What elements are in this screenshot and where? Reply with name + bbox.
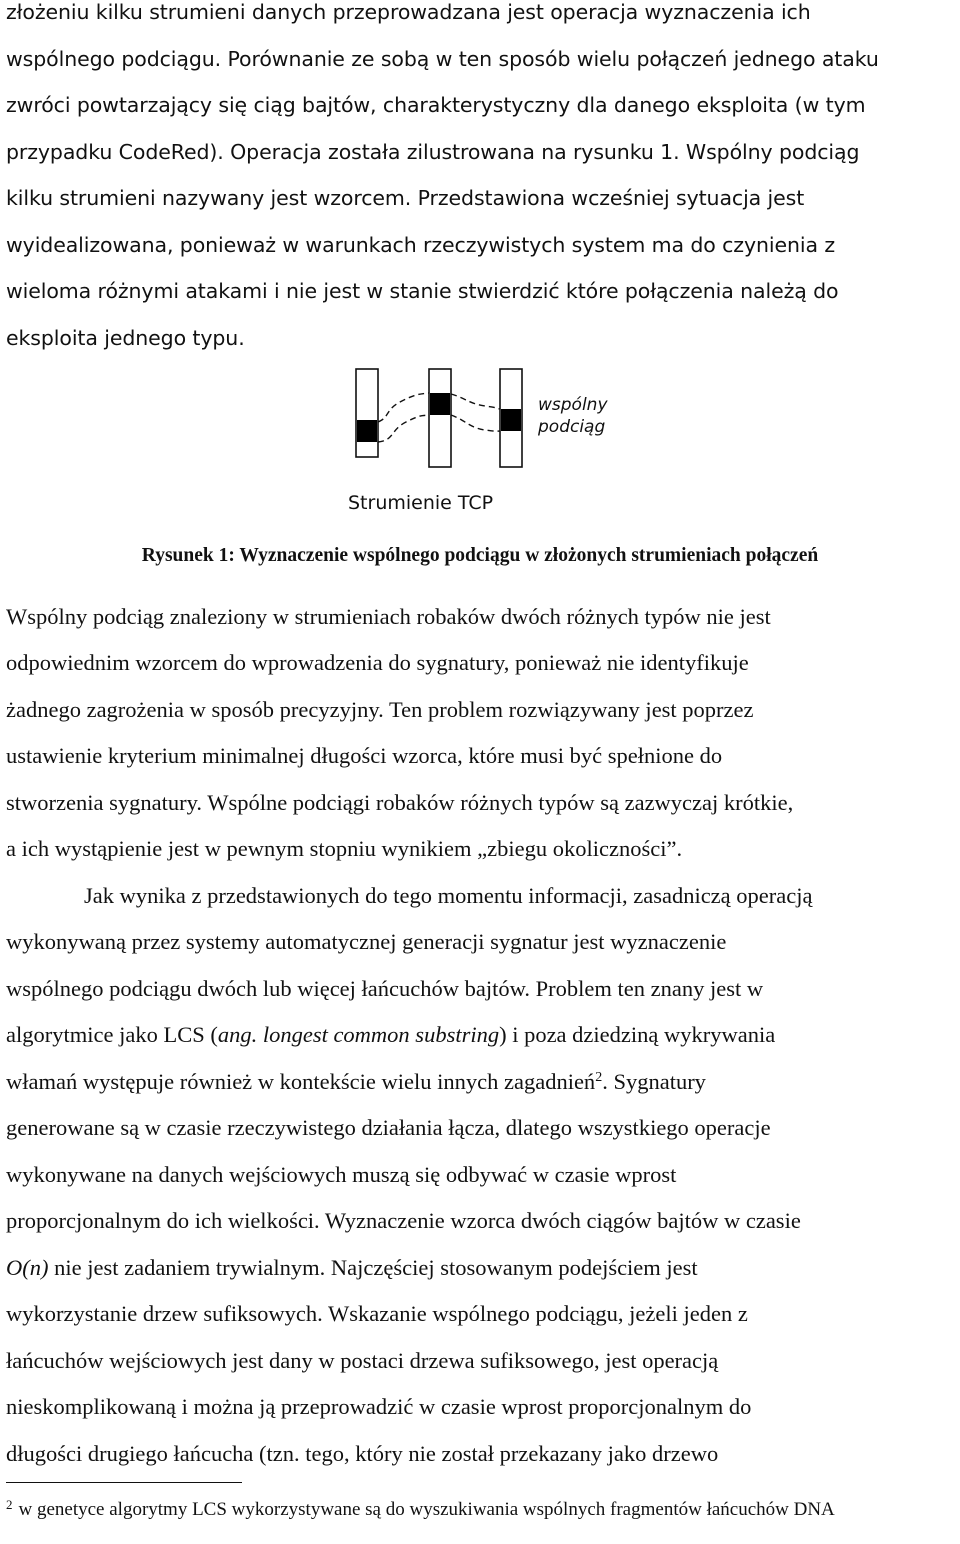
- footnote-ref[interactable]: 2: [595, 1070, 603, 1085]
- footnote-divider: [6, 1482, 242, 1483]
- text-line: wykonywaną przez systemy automatycznej generacji sygnatur jest wyznaczenie: [6, 929, 727, 954]
- text-line: proporcjonalnym do ich wielkości. Wyznaczenie wzorca dwóch ciągów bajtów w czasie: [6, 1208, 801, 1233]
- text-line: łańcuchów wejściowych jest dany w postaci drzewa sufiksowego, jest operacją: [6, 1348, 719, 1373]
- text-span: nie jest zadaniem trywialnym. Najczęściej stosowanym podejściem jest: [48, 1255, 698, 1280]
- text-line: wyidealizowana, ponieważ w warunkach rzeczywistych system ma do czynienia z: [6, 233, 836, 257]
- text-line: wykonywane na danych wejściowych muszą się odbywać w czasie wprost: [6, 1162, 677, 1187]
- italic-term: ang. longest common substring: [217, 1022, 500, 1047]
- text-line: [6, 1257, 698, 1280]
- text-span: . Sygnatury: [602, 1069, 706, 1094]
- figure-caption: Rysunek 1: Wyznaczenie wspólnego podciągu w złożonych strumieniach połączeń: [141, 545, 819, 566]
- figure-tcp-streams: [340, 362, 660, 522]
- footnote-text: w genetyce algorytmy LCS wykorzystywane są do wyszukiwania wspólnych fragmentów łańcuchów DNA: [18, 1499, 835, 1520]
- text-line: wieloma różnymi atakami i nie jest w stanie stwierdzić które połączenia należą do: [6, 279, 839, 303]
- text-line: wspólnego podciągu dwóch lub więcej łańcuchów bajtów. Problem ten znany jest w: [6, 976, 764, 1001]
- text-line: zwróci powtarzający się ciąg bajtów, charakterystyczny dla danego eksploita (w tym: [6, 93, 866, 117]
- text-line: generowane są w czasie rzeczywistego działania łącza, dlatego wszystkiego operacje: [6, 1115, 771, 1140]
- text-line: wykorzystanie drzew sufiksowych. Wskazanie wspólnego podciągu, jeżeli jeden z: [6, 1301, 748, 1326]
- connector-line: [378, 393, 429, 422]
- text-line: [6, 1071, 706, 1094]
- text-line: przypadku CodeRed). Operacja została zilustrowana na rysunku 1. Wspólny podciąg: [6, 140, 860, 164]
- stream-bar-2: [429, 369, 451, 467]
- common-substring-label: [538, 394, 608, 438]
- text-span: algorytmice jako LCS (: [6, 1022, 218, 1047]
- text-span: włamań występuje również w kontekście wielu innych zagadnień: [6, 1069, 596, 1094]
- text-line: ustawienie kryterium minimalnej długości wzorca, które musi być spełnione do: [6, 743, 723, 768]
- text-line: stworzenia sygnatury. Wspólne podciągi robaków różnych typów są zazwyczaj krótkie,: [6, 790, 794, 815]
- text-line: złożeniu kilku strumieni danych przeprowadzana jest operacja wyznaczenia ich: [6, 0, 811, 24]
- connector-line: [451, 415, 500, 431]
- footnote: [6, 1492, 946, 1523]
- text-line: Wspólny podciąg znaleziony w strumieniach robaków dwóch różnych typów nie jest: [6, 604, 771, 629]
- connector-line: [378, 415, 429, 442]
- text-line: eksploita jednego typu.: [6, 326, 245, 350]
- substring-block-2: [430, 393, 450, 415]
- stream-bar-1: [356, 369, 378, 457]
- streams-label: Strumienie TCP: [348, 492, 494, 514]
- text-line: [6, 1024, 775, 1047]
- text-line: kilku strumieni nazywany jest wzorcem. Przedstawiona wcześniej sytuacja jest: [6, 186, 805, 210]
- label-line: podciąg: [538, 417, 606, 437]
- text-line: wspólnego podciągu. Porównanie ze sobą w ten sposób wielu połączeń jednego ataku: [6, 47, 879, 71]
- connector-line: [451, 394, 500, 409]
- text-line: żadnego zagrożenia w sposób precyzyjny. Ten problem rozwiązywany jest poprzez: [6, 697, 754, 722]
- text-span: ) i poza dziedziną wykrywania: [499, 1022, 776, 1047]
- italic-term: O(n): [6, 1255, 49, 1280]
- substring-block-3: [501, 409, 521, 431]
- footnote-number: 2: [6, 1497, 13, 1512]
- text-line: a ich wystąpienie jest w pewnym stopniu wynikiem „zbiegu okoliczności”.: [6, 836, 683, 861]
- text-line: Jak wynika z przedstawionych do tego momentu informacji, zasadniczą operacją: [84, 883, 813, 908]
- text-line: nieskomplikowaną i można ją przeprowadzić w czasie wprost proporcjonalnym do: [6, 1394, 752, 1419]
- label-line: wspólny: [538, 395, 608, 415]
- substring-block-1: [357, 420, 377, 442]
- text-line: odpowiednim wzorcem do wprowadzenia do sygnatury, ponieważ nie identyfikuje: [6, 650, 749, 675]
- text-line: długości drugiego łańcucha (tzn. tego, który nie został przekazany jako drzewo: [6, 1441, 719, 1466]
